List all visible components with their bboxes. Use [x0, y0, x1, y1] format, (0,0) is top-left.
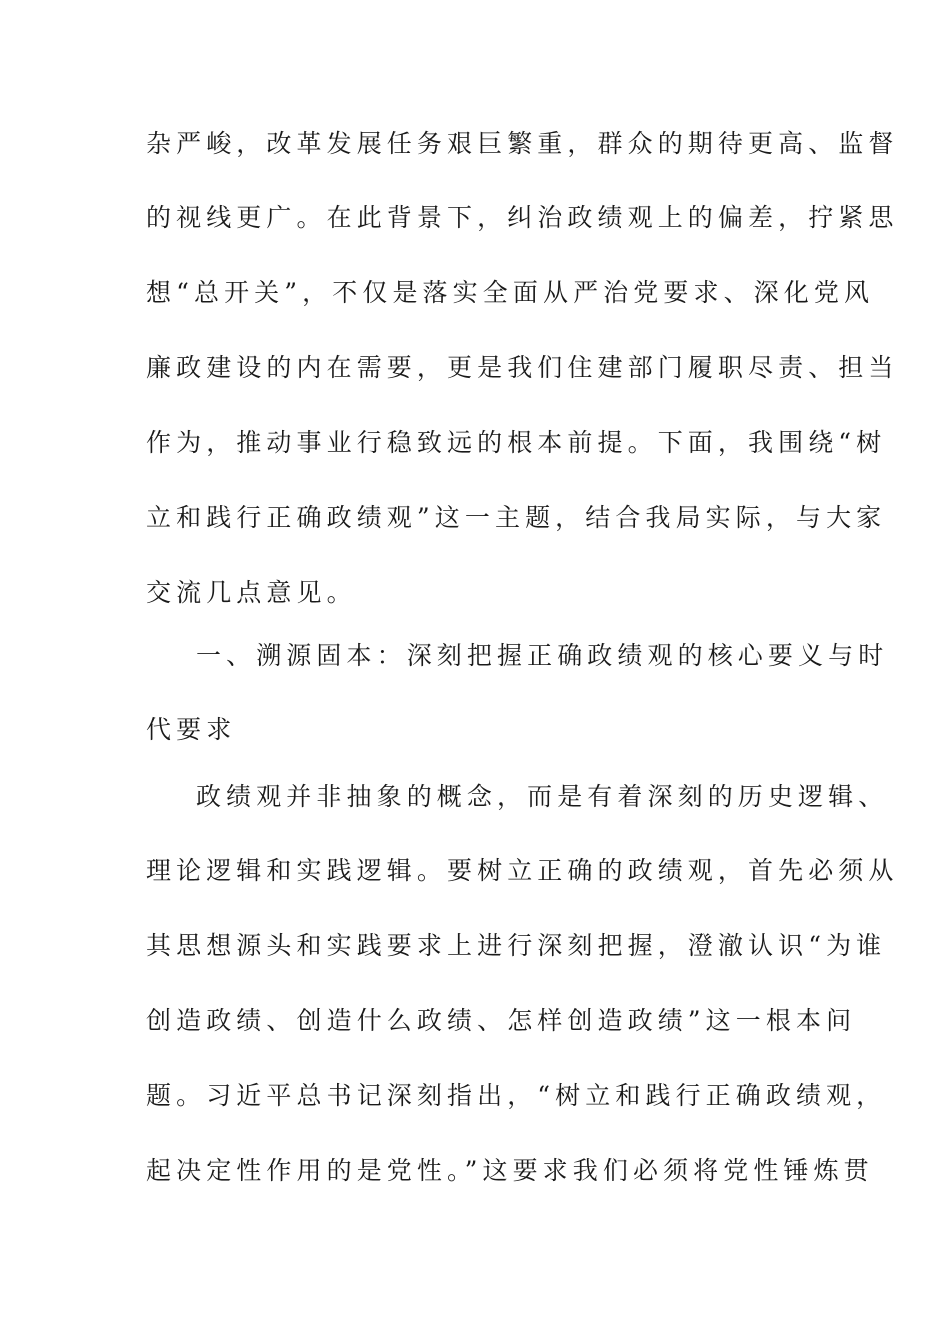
- text-line: 理论逻辑和实践逻辑。要树立正确的政绩观，首先必须从: [146, 856, 899, 885]
- text-line: 杂严峻，改革发展任务艰巨繁重，群众的期待更高、监督: [146, 129, 899, 158]
- text-line: 廉政建设的内在需要，更是我们住建部门履职尽责、担当: [146, 353, 899, 382]
- section-heading: 一、溯源固本：深刻把握正确政绩观的核心要义与时: [196, 641, 889, 670]
- text-line: 的视线更广。在此背景下，纠治政绩观上的偏差，拧紧思: [146, 203, 899, 232]
- text-line: 交流几点意见。: [146, 578, 357, 607]
- text-line: 立和践行正确政绩观”这一主题，结合我局实际，与大家: [146, 503, 887, 532]
- text-line: 想“总开关”，不仅是落实全面从严治党要求、深化党风: [146, 278, 875, 307]
- text-line: 题。习近平总书记深刻指出，“树立和践行正确政绩观，: [146, 1081, 887, 1110]
- text-line: 起决定性作用的是党性。”这要求我们必须将党性锤炼贯: [146, 1156, 874, 1185]
- text-line: 其思想源头和实践要求上进行深刻把握，澄澈认识“为谁: [146, 931, 887, 960]
- section-heading-continued: 代要求: [146, 715, 237, 744]
- text-line: 作为，推动事业行稳致远的根本前提。下面，我围绕“树: [146, 428, 887, 457]
- text-line: 政绩观并非抽象的概念，而是有着深刻的历史逻辑、: [196, 782, 889, 811]
- text-line: 创造政绩、创造什么政绩、怎样创造政绩”这一根本问: [146, 1006, 857, 1035]
